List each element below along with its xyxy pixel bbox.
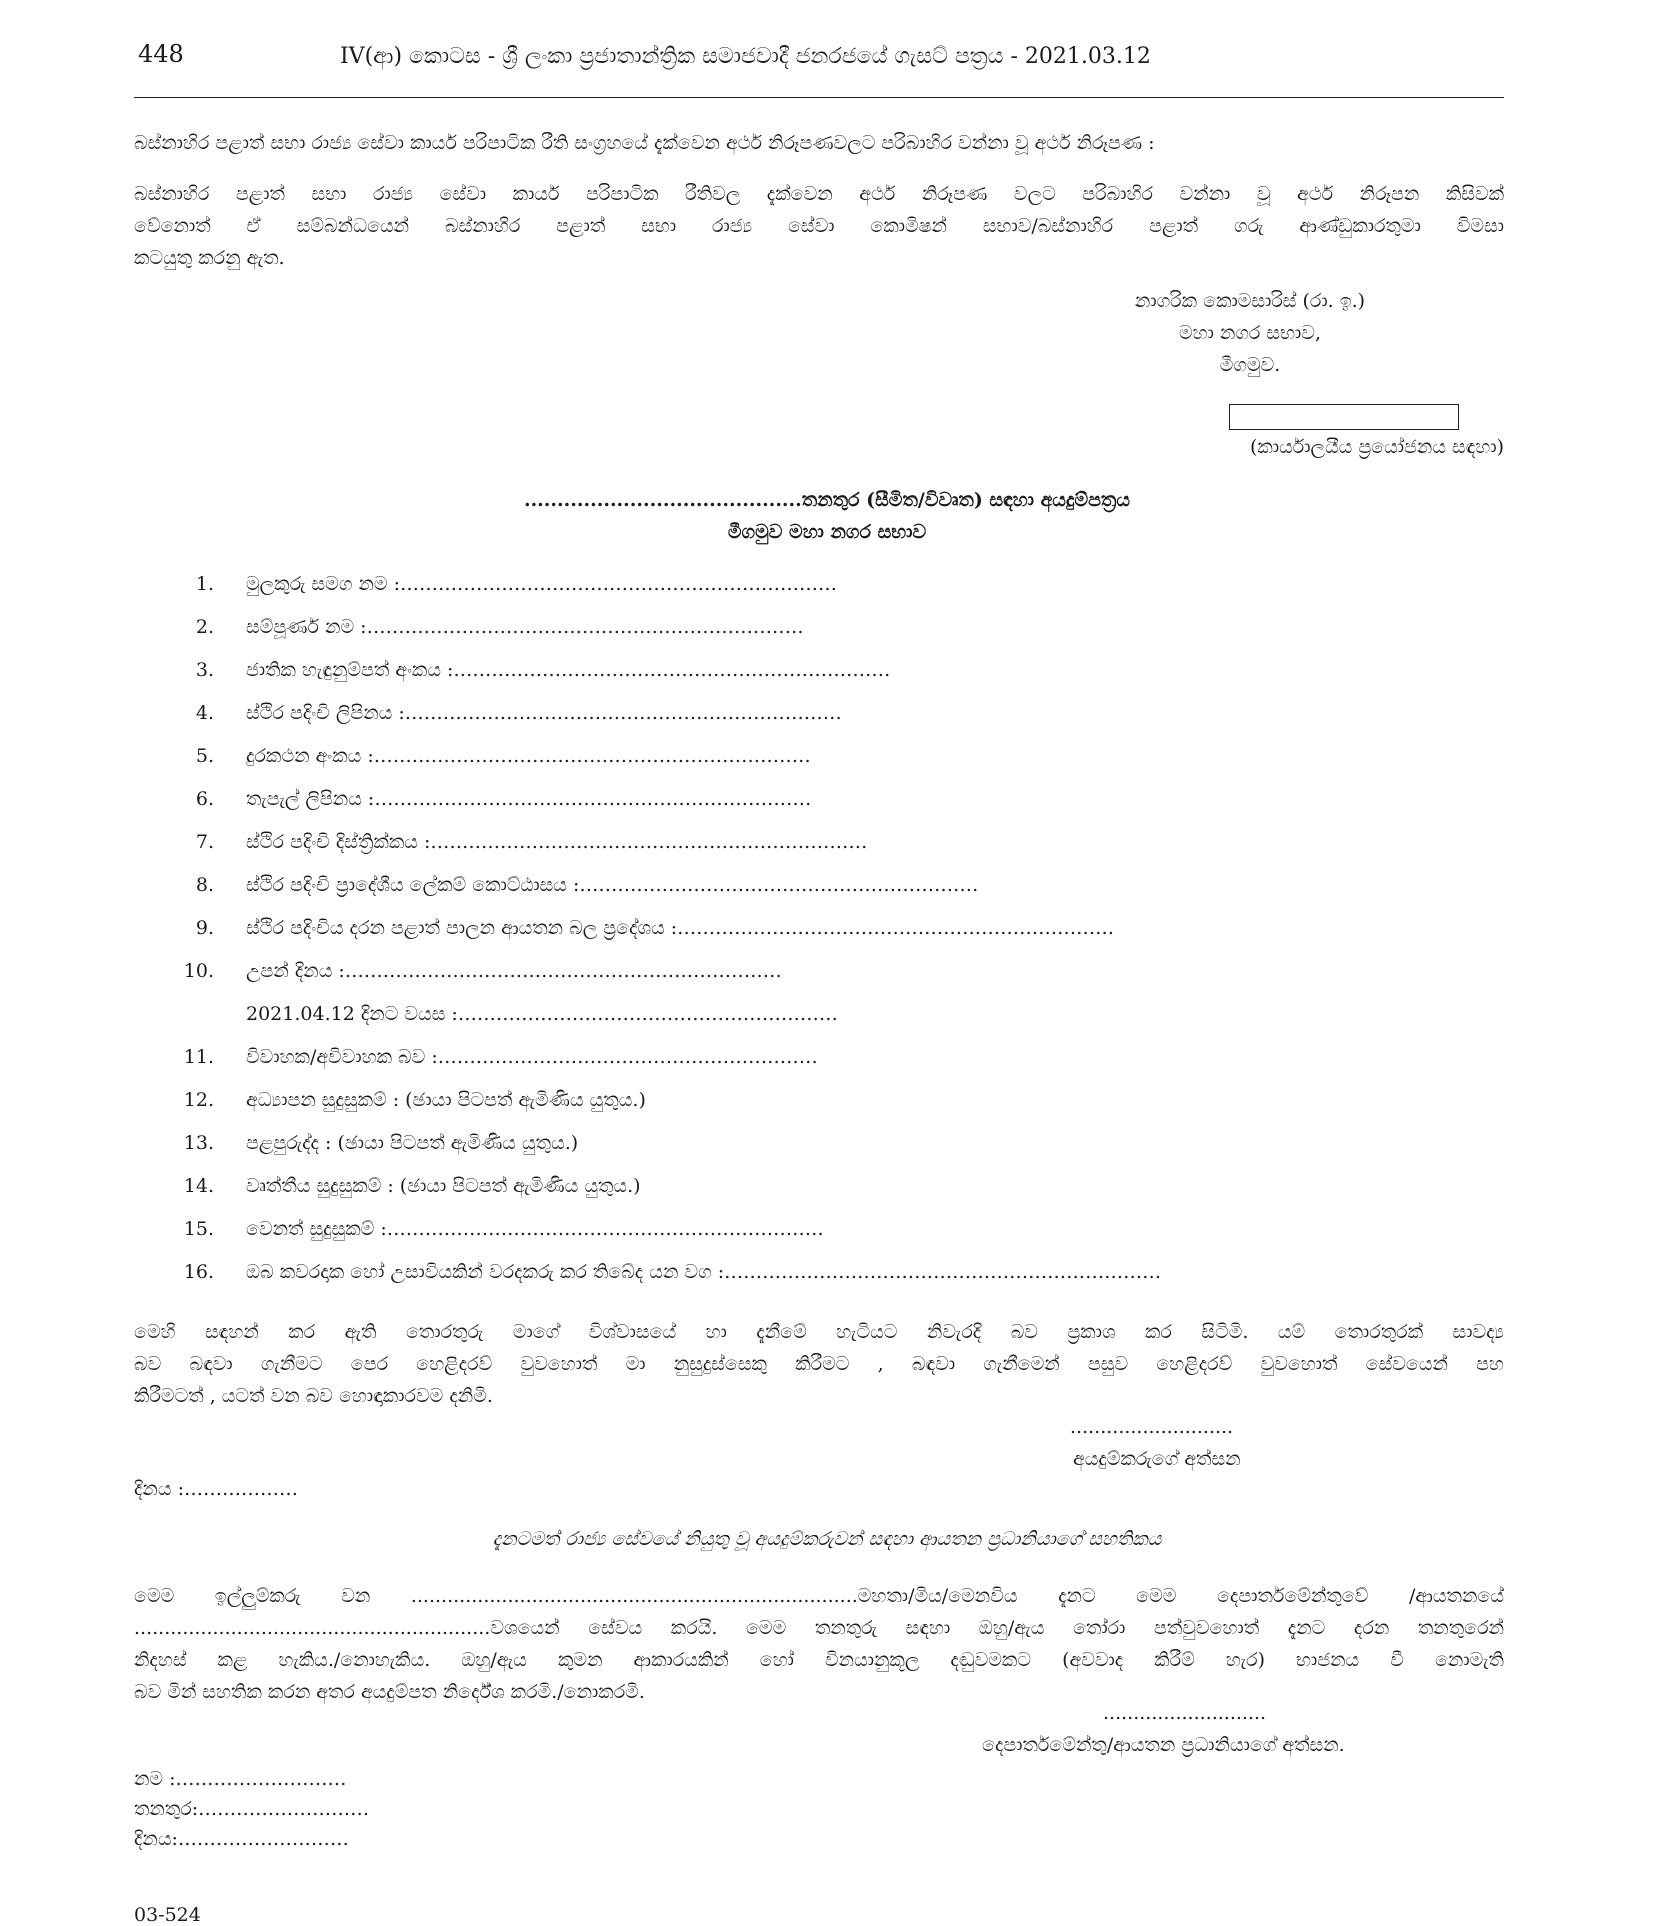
certificate-line: මෙම ඉල්ලුම්කරු වන ..........................................................................මහතා/මිය/මෙනවිය දැනට මෙම දෙපාර්තමේන්තුවේ /ආයතනයේ (134, 1585, 1504, 1607)
office-use-box[interactable] (1229, 404, 1459, 430)
field-number: 5. (195, 745, 214, 767)
field-nic-number[interactable]: ජාතික හැඳුනුම්පත් අංකය :…………………………………………………………… (246, 659, 891, 681)
form-title: ..........................................තනතුර (සීමිත/විවෘත) සඳහා අයදුම්පත්‍රය (523, 489, 1131, 511)
certificate-paragraph (134, 1580, 1504, 1708)
field-number: 4. (195, 702, 214, 724)
field-postal-address[interactable]: තැපැල් ලිපිනය :…………………………………………………………… (246, 788, 812, 810)
field-permanent-address[interactable]: ස්ථිර පදිංචි ලිපිනය :…………………………………………………………… (246, 702, 842, 724)
field-number: 15. (183, 1218, 214, 1240)
gazette-header-title: IV(ආ) කොටස - ශ්‍රී ලංකා ප්‍රජාතාන්ත්‍රික සමාජවාදී ජනරජයේ ගැසට් පත්‍රය - 2021.03.12 (340, 44, 1151, 69)
applicant-date-field[interactable]: දිනය :……………… (134, 1478, 298, 1500)
field-other-qualifications[interactable]: වෙනත් සුදුසුකම් :…………………………………………………………… (246, 1218, 824, 1240)
form-subtitle: මීගමුව මහා නගර සභාව (727, 521, 927, 543)
field-number: 13. (183, 1132, 214, 1154)
intro-line: බස්නාහිර පළාත් සභා රාජ්‍ය සේවා කාර්ය පරිපාටික රීතිවල දැක්වෙන අර්ථ නිරූපණ වලට පරිබාහිර වන්නා වූ අර්ථ නිරූපන කිසිවක් (134, 183, 1504, 205)
head-name-field[interactable]: නම :……………………… (134, 1768, 347, 1790)
head-position-field[interactable]: තනතුර:……………………… (134, 1798, 370, 1820)
head-signature-label: දෙපාර්තමේන්තු/ආයතන ප්‍රධානියාගේ අත්සන. (982, 1734, 1345, 1756)
header-rule (134, 97, 1504, 98)
applicant-signature-line[interactable]: ........................... (1070, 1416, 1234, 1438)
applicant-signature-label: අයදුම්කරුගේ අත්සන (1073, 1448, 1241, 1470)
field-marital-status[interactable]: විවාහක/අවිවාහක බව :…………………………………………………… (246, 1046, 818, 1068)
field-telephone[interactable]: දුරකථන අංකය :…………………………………………………………… (246, 745, 811, 767)
field-number: 16. (183, 1261, 214, 1283)
field-number: 3. (195, 659, 214, 681)
field-experience: පළපුරුද්ද : (ඡායා පිටපත් ඇමිණිය යුතුය.) (246, 1132, 579, 1154)
signatory-block (1030, 285, 1470, 381)
field-education: අධ්‍යාපන සුදුසුකම් : (ඡායා පිටපත් ඇමිණිය යුතුය.) (246, 1089, 646, 1111)
certificate-line: බව මින් සහතික කරන අතර අයදුම්පත නිර්දේශ කරමි./නොකරමි. (134, 1681, 645, 1703)
declaration-line: බව බඳවා ගැනීමට පෙර හෙළිදරව් වුවහොත් මා නුසුදුස්සෙකු කිරීමට , බඳවා ගැනීමෙන් පසුව හෙළිදරව් වුවහොත් සේවයෙන් පහ (134, 1353, 1504, 1375)
signatory-title: නාගරික කොමසාරිස් (රා. ඉ.) (1134, 290, 1366, 312)
declaration-line: කිරීමටත් , යටත් වන බව හොඳාකාරවම දනිමි. (134, 1385, 493, 1407)
field-number: 8. (195, 874, 214, 896)
intro-paragraph (134, 178, 1504, 274)
office-use-label: (කාර්යාලයීය ප්‍රයෝජනය සඳහා) (1249, 436, 1504, 458)
declaration-line: මෙහි සඳහන් කර ඇති තොරතුරු මාගේ විශ්වාසයේ හා දැනීමේ හැටියට නිවැරදි බව ප්‍රකාශ කර සිටිමි. යම් තොරතුරක් සාවද්‍ය (134, 1321, 1504, 1343)
page-number: 448 (138, 40, 184, 68)
document-code: 03-524 (134, 1904, 201, 1926)
certificate-line: නිදහස් කළ හැකිය./නොහැකිය. ඔහු/ඇය කුමන ආකාරයකින් හෝ විනයානුකූල දඬුවමකට (අවවාද කිරීම් හැර) භාජනය වී නොමැති (134, 1649, 1504, 1671)
field-number: 6. (195, 788, 214, 810)
certificate-title: දැනටමත් රාජ්‍ය සේවයේ නියුතු වූ අයදුම්කරුවන් සඳහා ආයතන ප්‍රධානියාගේ සහතිකය (492, 1528, 1162, 1550)
intro-line: වේනොත් ඒ සම්බන්ධයෙන් බස්නාහිර පළාත් සභා රාජ්‍ය සේවා කොමිෂන් සභාව/බස්නාහිර පළාත් ගරු ආණ්ඩුකාරතුමා විමසා (134, 215, 1504, 237)
field-number: 1. (195, 573, 214, 595)
field-number: 10. (183, 960, 214, 982)
field-date-of-birth[interactable]: උපන් දිනය :…………………………………………………………… (246, 960, 782, 982)
field-divisional-secretariat[interactable]: ස්ථිර පදිංචි ප්‍රාදේශීය ලේකම් කොට්ඨාසය :……………………………………………………… (246, 874, 979, 896)
field-name-with-initials[interactable]: මුලකුරු සමග නම :…………………………………………………………… (246, 573, 837, 595)
intro-line: කටයුතු කරනු ඇත. (134, 247, 285, 269)
field-court-conviction[interactable]: ඔබ කවරදාක හෝ උසාවියකින් වරදකරු කර තිබේද යන වග :…………………………………………………………… (246, 1261, 1162, 1283)
signatory-office: මහා නගර සභාව, (1179, 322, 1321, 344)
certificate-line: ...........................................................වශයෙන් සේවය කරයි. මෙම තනතුරු සඳහා ඔහු/ඇය තෝරා පත්වුවහොත් දැනට දරන තනතුරෙන් (134, 1617, 1504, 1639)
field-full-name[interactable]: සම්පූර්ණ නම :…………………………………………………………… (246, 616, 804, 638)
field-number: 7. (195, 831, 214, 853)
field-number: 9. (195, 917, 214, 939)
field-number: 14. (183, 1175, 214, 1197)
field-age[interactable]: 2021.04.12 දිනට වයස :…………………………………………………… (246, 1003, 838, 1025)
field-district[interactable]: ස්ථිර පදිංචි දිස්ත්‍රික්කය :…………………………………………………………… (246, 831, 868, 853)
field-professional-qualifications: වෘත්තීය සුදුසුකම් : (ඡායා පිටපත් ඇමිණිය යුතුය.) (246, 1175, 641, 1197)
field-number: 2. (195, 616, 214, 638)
declaration-paragraph (134, 1316, 1504, 1412)
field-number: 11. (183, 1046, 214, 1068)
intro-heading: බස්නාහිර පළාත් සභා රාජ්‍ය සේවා කාර්ය පරිපාටික රීති සංග්‍රහයේ දැක්වෙන අර්ථ නිරූපණවලට පරිබාහිර වන්නා වූ අර්ථ නිරූපණ : (134, 132, 1155, 154)
signatory-location: මීගමුව. (1219, 354, 1281, 376)
head-date-field[interactable]: දිනය:……………………… (134, 1828, 349, 1850)
head-signature-line[interactable]: ........................... (1103, 1702, 1267, 1724)
field-number: 12. (183, 1089, 214, 1111)
field-local-authority-area[interactable]: ස්ථිර පදිංචිය දරන පළාත් පාලන ආයතන බල ප්‍රදේශය :…………………………………………………………… (246, 917, 1115, 939)
